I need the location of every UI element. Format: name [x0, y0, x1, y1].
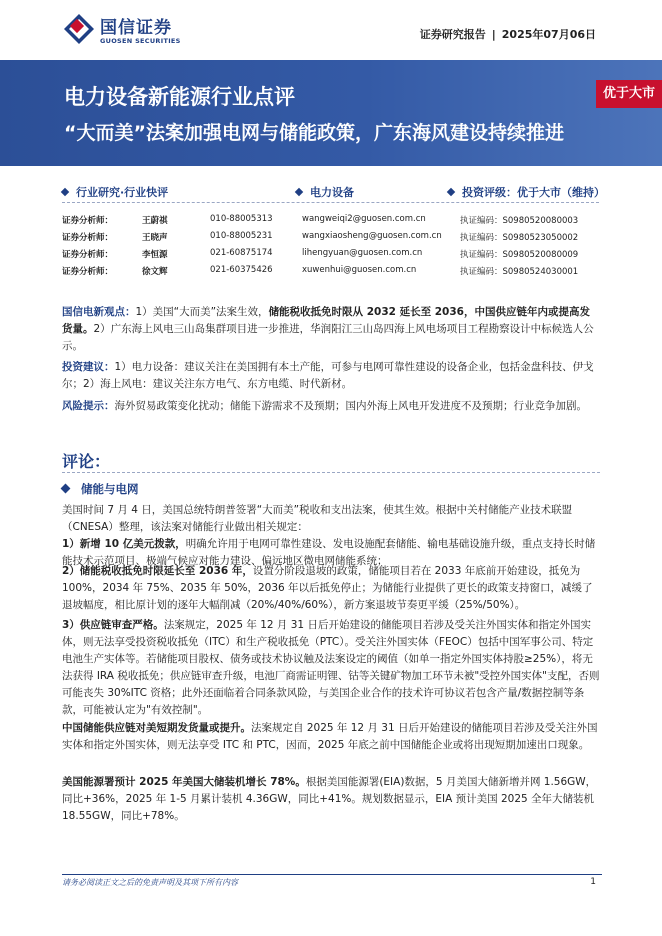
analyst-cert: 执证编码：S0980520080009: [460, 250, 579, 260]
category-rating: [448, 184, 605, 200]
logo-name-en: GUOSEN SECURITIES: [100, 37, 181, 45]
comment-text: 美国时间 7 月 4 日，美国总统特朗普签署“大而美”税收和支出法案，使其生效。根据中关村储能产业技术联盟（CNESA）整理，该法案对储能行业做出相关规定：: [62, 504, 573, 533]
report-subtitle: “大而美”法案加强电网与储能政策，广东海风建设持续推进: [64, 122, 564, 144]
viewpoint-paragraph: [62, 304, 600, 355]
analyst-row: [62, 231, 602, 247]
category-divider: [62, 202, 599, 203]
page-number: 1: [590, 877, 596, 887]
comment-text: 设置分阶段退坡的政策，储能项目若在 2033 年底前开始建设，抵免为 100%，2034 年 75%、2035 年 50%，2036 年以后抵免停止；为储能行业提供了更长的政策支持窗口，减缓了退坡幅度，相比原计划的逐年大幅削减（20%/40%/60%），新方案退坡节奏更平缓（25%/50%）。: [62, 565, 593, 611]
banner-background: [0, 60, 662, 166]
analyst-role: 证券分析师：: [62, 216, 114, 226]
category-industry: [296, 184, 354, 200]
category-research: [62, 184, 168, 200]
advice-label: 投资建议：: [62, 361, 115, 373]
viewpoint-bold: 储能税收抵免时限从 2032 延长至 2036，中国供应链年内或提高发货量。: [62, 306, 590, 335]
comment-paragraph: [62, 774, 600, 825]
risk-text: 海外贸易政策变化扰动；储能下游需求不及预期；国内外海上风电开发进度不及预期；行业竞争加剧。: [114, 400, 587, 412]
analyst-cert: 执证编码：S0980520080003: [460, 216, 579, 226]
risk-paragraph: [62, 398, 600, 415]
analyst-name: 王蔚祺: [142, 216, 168, 226]
advice-text: 1）电力设备：建议关注在美国拥有本土产能，可参与电网可靠性建设的设备企业，包括金盘科技、伊戈尔；2）海上风电：建议关注东方电气、东方电缆、时代新材。: [62, 361, 594, 390]
category-research-label: 行业研究·行业快评: [76, 186, 169, 199]
analyst-name: 王晓声: [142, 233, 168, 243]
guosen-logo-icon: [62, 12, 96, 46]
category-rating-label: 投资评级：优于大市（维持）: [462, 186, 605, 199]
analyst-role: 证券分析师：: [62, 233, 114, 243]
comment-heading: 评论：: [62, 452, 111, 471]
title-banner: [0, 60, 662, 166]
footer-divider: [62, 874, 602, 875]
viewpoint-label: 国信电新观点：: [62, 306, 136, 318]
comment-bold: 美国能源署预计 2025 年美国大储装机增长 78%。: [62, 776, 306, 788]
analyst-row: [62, 248, 602, 264]
comment-bold: 2）储能税收抵免时限延长至 2036 年，: [62, 565, 253, 577]
advice-paragraph: [62, 359, 600, 393]
diamond-bullet-icon: [61, 484, 71, 494]
viewpoint-text-2: 2）广东海上风电三山岛集群项目进一步推进，华润阳江三山岛四海上风电场项目工程勘察设计中标候选人公示。: [62, 323, 594, 352]
analyst-row: [62, 214, 602, 230]
diamond-bullet-icon: [61, 188, 69, 196]
guosen-logo: [62, 10, 212, 50]
diamond-bullet-icon: [447, 188, 455, 196]
analyst-role: 证券分析师：: [62, 267, 114, 277]
report-type: 证券研究报告: [419, 28, 486, 41]
report-meta: [420, 26, 596, 42]
comment-paragraph: [62, 617, 600, 719]
comment-bold: 3）供应链审查严格。: [62, 619, 164, 631]
analyst-email[interactable]: lihengyuan@guosen.com.cn: [302, 248, 423, 258]
report-date: 2025年07月06日: [501, 28, 596, 41]
viewpoint-text: 1）美国“大而美”法案生效，: [135, 306, 269, 318]
analyst-email[interactable]: wangxiaosheng@guosen.com.cn: [302, 231, 442, 241]
comment-text: 根据美国能源署(EIA)数据，5 月美国大储新增并网 1.56GW，同比+36%，2025 年 1-5 月累计装机 4.36GW，同比+41%。规划数据显示，EIA 预计美国 2025 全年大储装机 18.55GW，同比+78%。: [62, 776, 597, 822]
analyst-email[interactable]: xuwenhui@guosen.com.cn: [302, 265, 417, 275]
analyst-phone: 021-60875174: [210, 248, 273, 258]
analyst-name: 李恒源: [142, 250, 168, 260]
comment-bold: 中国储能供应链对美短期发货量或提升。: [62, 722, 251, 734]
footer-disclaimer: 请务必阅读正文之后的免责声明及其项下所有内容: [62, 878, 238, 887]
analyst-phone: 021-60375426: [210, 265, 273, 275]
risk-label: 风险提示：: [62, 400, 115, 412]
analyst-email[interactable]: wangweiqi2@guosen.com.cn: [302, 214, 426, 224]
comment-divider: [62, 472, 600, 473]
analyst-role: 证券分析师：: [62, 250, 114, 260]
logo-name-cn: 国信证券: [100, 18, 172, 38]
analyst-phone: 010-88005313: [210, 214, 273, 224]
analyst-name: 徐文辉: [142, 267, 168, 277]
rating-tag: 优于大市: [596, 80, 662, 108]
comment-paragraph: [62, 563, 600, 614]
header-separator: |: [491, 28, 496, 41]
category-industry-label: 电力设备: [310, 186, 354, 199]
section-heading-label: 储能与电网: [81, 482, 139, 496]
report-title: 电力设备新能源行业点评: [64, 85, 295, 109]
analyst-phone: 010-88005231: [210, 231, 273, 241]
comment-paragraph: [62, 720, 600, 754]
comment-text: 明确允许用于电网可靠性建设、发电设施配套储能、输电基础设施升级，重点支持长时储能技术示范项目、极端气候应对能力建设、偏远地区微电网储能系统；: [62, 538, 596, 567]
analyst-cert: 执证编码：S0980523050002: [460, 233, 579, 243]
section-heading: [62, 481, 139, 497]
comment-paragraph: [62, 502, 600, 536]
comment-text: 法案规定，2025 年 12 月 31 日后开始建设的储能项目若涉及受关注外国实体和指定外国实体，则无法享受投资税收抵免（ITC）和生产税收抵免（PTC）。受关注外国实体（FEOC）包括中国军事公司、特定电池生产实体等。若储能项目股权、债务或技术协议触及法案设定的阈值（如单一指定外国实体持股≥25%），将无法获得 IRA 税收抵免；供应链审查升级，电池厂商需证明锂、钴等关键矿物加工环节未被"受控外国实体"支配，否则可能丧失 30%ITC 资格；此外还面临着合同条款风险，与美国企业合作的技术许可协议若包含产量/数据控制等条款，可能被认定为"有效控制"。: [62, 619, 600, 716]
comment-bold: 1）新增 10 亿美元拨款，: [62, 538, 186, 550]
comment-text: 法案规定自 2025 年 12 月 31 日后开始建设的储能项目若涉及受关注外国实体和指定外国实体，则无法享受 ITC 和 PTC，因而，2025 年底之前中国储能企业或将出现短期加速出口现象。: [62, 722, 598, 751]
analyst-row: [62, 265, 602, 281]
diamond-bullet-icon: [295, 188, 303, 196]
analyst-cert: 执证编码：S0980524030001: [460, 267, 579, 277]
